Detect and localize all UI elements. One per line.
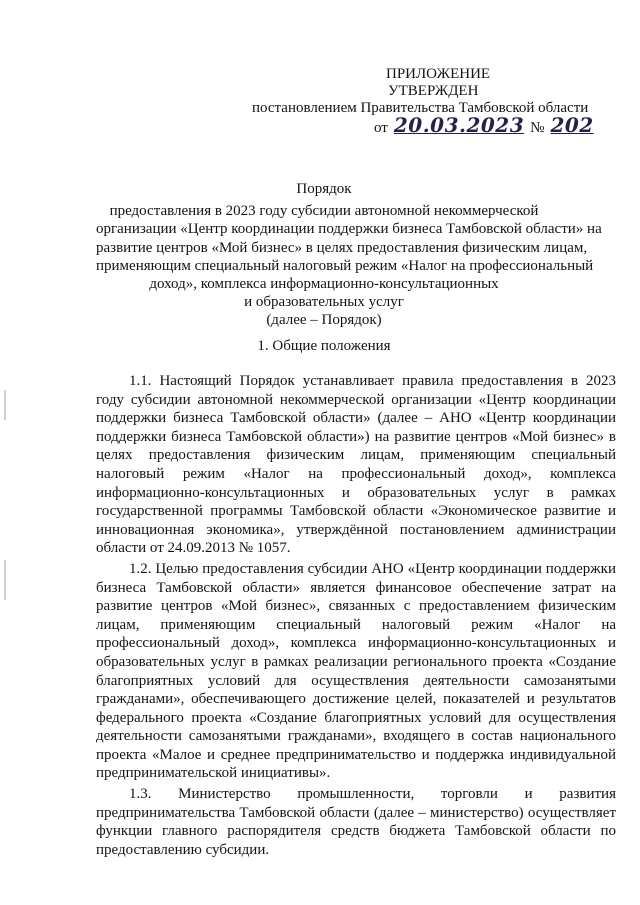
section-heading: 1. Общие положения bbox=[257, 338, 391, 354]
date-number-line bbox=[248, 113, 598, 137]
approved-label: УТВЕРЖДЕН bbox=[388, 83, 479, 99]
appendix-label: ПРИЛОЖЕНИЕ bbox=[386, 66, 491, 82]
title-line: и образовательных услуг bbox=[244, 294, 404, 311]
title-line: доход», комплекса информационно-консультационных bbox=[149, 276, 499, 293]
approval-block bbox=[248, 66, 598, 137]
paragraph-1-1: 1.1. Настоящий Порядок устанавливает правила предоставления в 2023 году субсидии автономной некоммерческой организации «Центр координации поддержки бизнеса Тамбовской области» (далее – АНО «Центр координации поддержки бизнеса Тамбовской области») на развитие центров «Мой бизнес» в целях предоставления физическим лицам, применяющим специальный налоговый режим «Налог на профессиональный доход», комплекса информационно-консультационных и образовательных услуг в рамках государственной программы Тамбовской области «Экономическое развитие и инновационная экономика», утверждённой постановлением администрации области от 24.09.2013 № 1057. bbox=[96, 373, 616, 557]
handwritten-date: 20.03.2023 bbox=[393, 113, 525, 137]
title-line: предоставления в 2023 году субсидии автономной некоммерческой bbox=[109, 203, 539, 220]
title-line: развитие центров «Мой бизнес» в целях предоставления физическим лицам, bbox=[96, 239, 588, 256]
document-title bbox=[96, 180, 602, 330]
handwritten-number: 202 bbox=[550, 113, 594, 137]
title-line: применяющим специальный налоговый режим «Налог на профессиональный bbox=[96, 257, 594, 274]
title-line: (далее – Порядок) bbox=[266, 312, 382, 329]
title-line: организации «Центр координации поддержки бизнеса Тамбовской области» на bbox=[96, 221, 602, 238]
scan-edge-mark bbox=[4, 390, 6, 420]
number-label: № bbox=[530, 120, 545, 136]
scan-edge-mark bbox=[4, 560, 6, 600]
paragraph-1-2: 1.2. Целью предоставления субсидии АНО «Центр координации поддержки бизнеса Тамбовской области» является финансовое обеспечение затрат на развитие центров «Мой бизнес», связанных с предоставлением физическим лицам, применяющим специальный налоговый режим «Налог на профессиональный доход», комплекса информационно-консультационных и образовательных услуг в рамках реализации регионального проекта «Создание благоприятных условий для осуществления деятельности самозанятыми гражданами», обеспечивающего достижение целей, показателей и результатов федерального проекта «Создание благоприятных условий для осуществления деятельности самозанятыми гражданами», входящего в состав национального проекта «Малое и среднее предпринимательство и поддержка индивидуальной предпринимательской инициативы». bbox=[96, 560, 616, 782]
document-body bbox=[96, 372, 616, 859]
title-heading: Порядок bbox=[296, 181, 352, 197]
paragraph-1-3: 1.3. Министерство промышленности, торговли и развития предпринимательства Тамбовской области (далее – министерство) осуществляет функции главного распорядителя средств бюджета Тамбовской области по предоставлению субсидии. bbox=[96, 786, 616, 858]
from-label: от bbox=[374, 120, 388, 136]
decree-line: постановлением Правительства Тамбовской области bbox=[252, 100, 589, 116]
